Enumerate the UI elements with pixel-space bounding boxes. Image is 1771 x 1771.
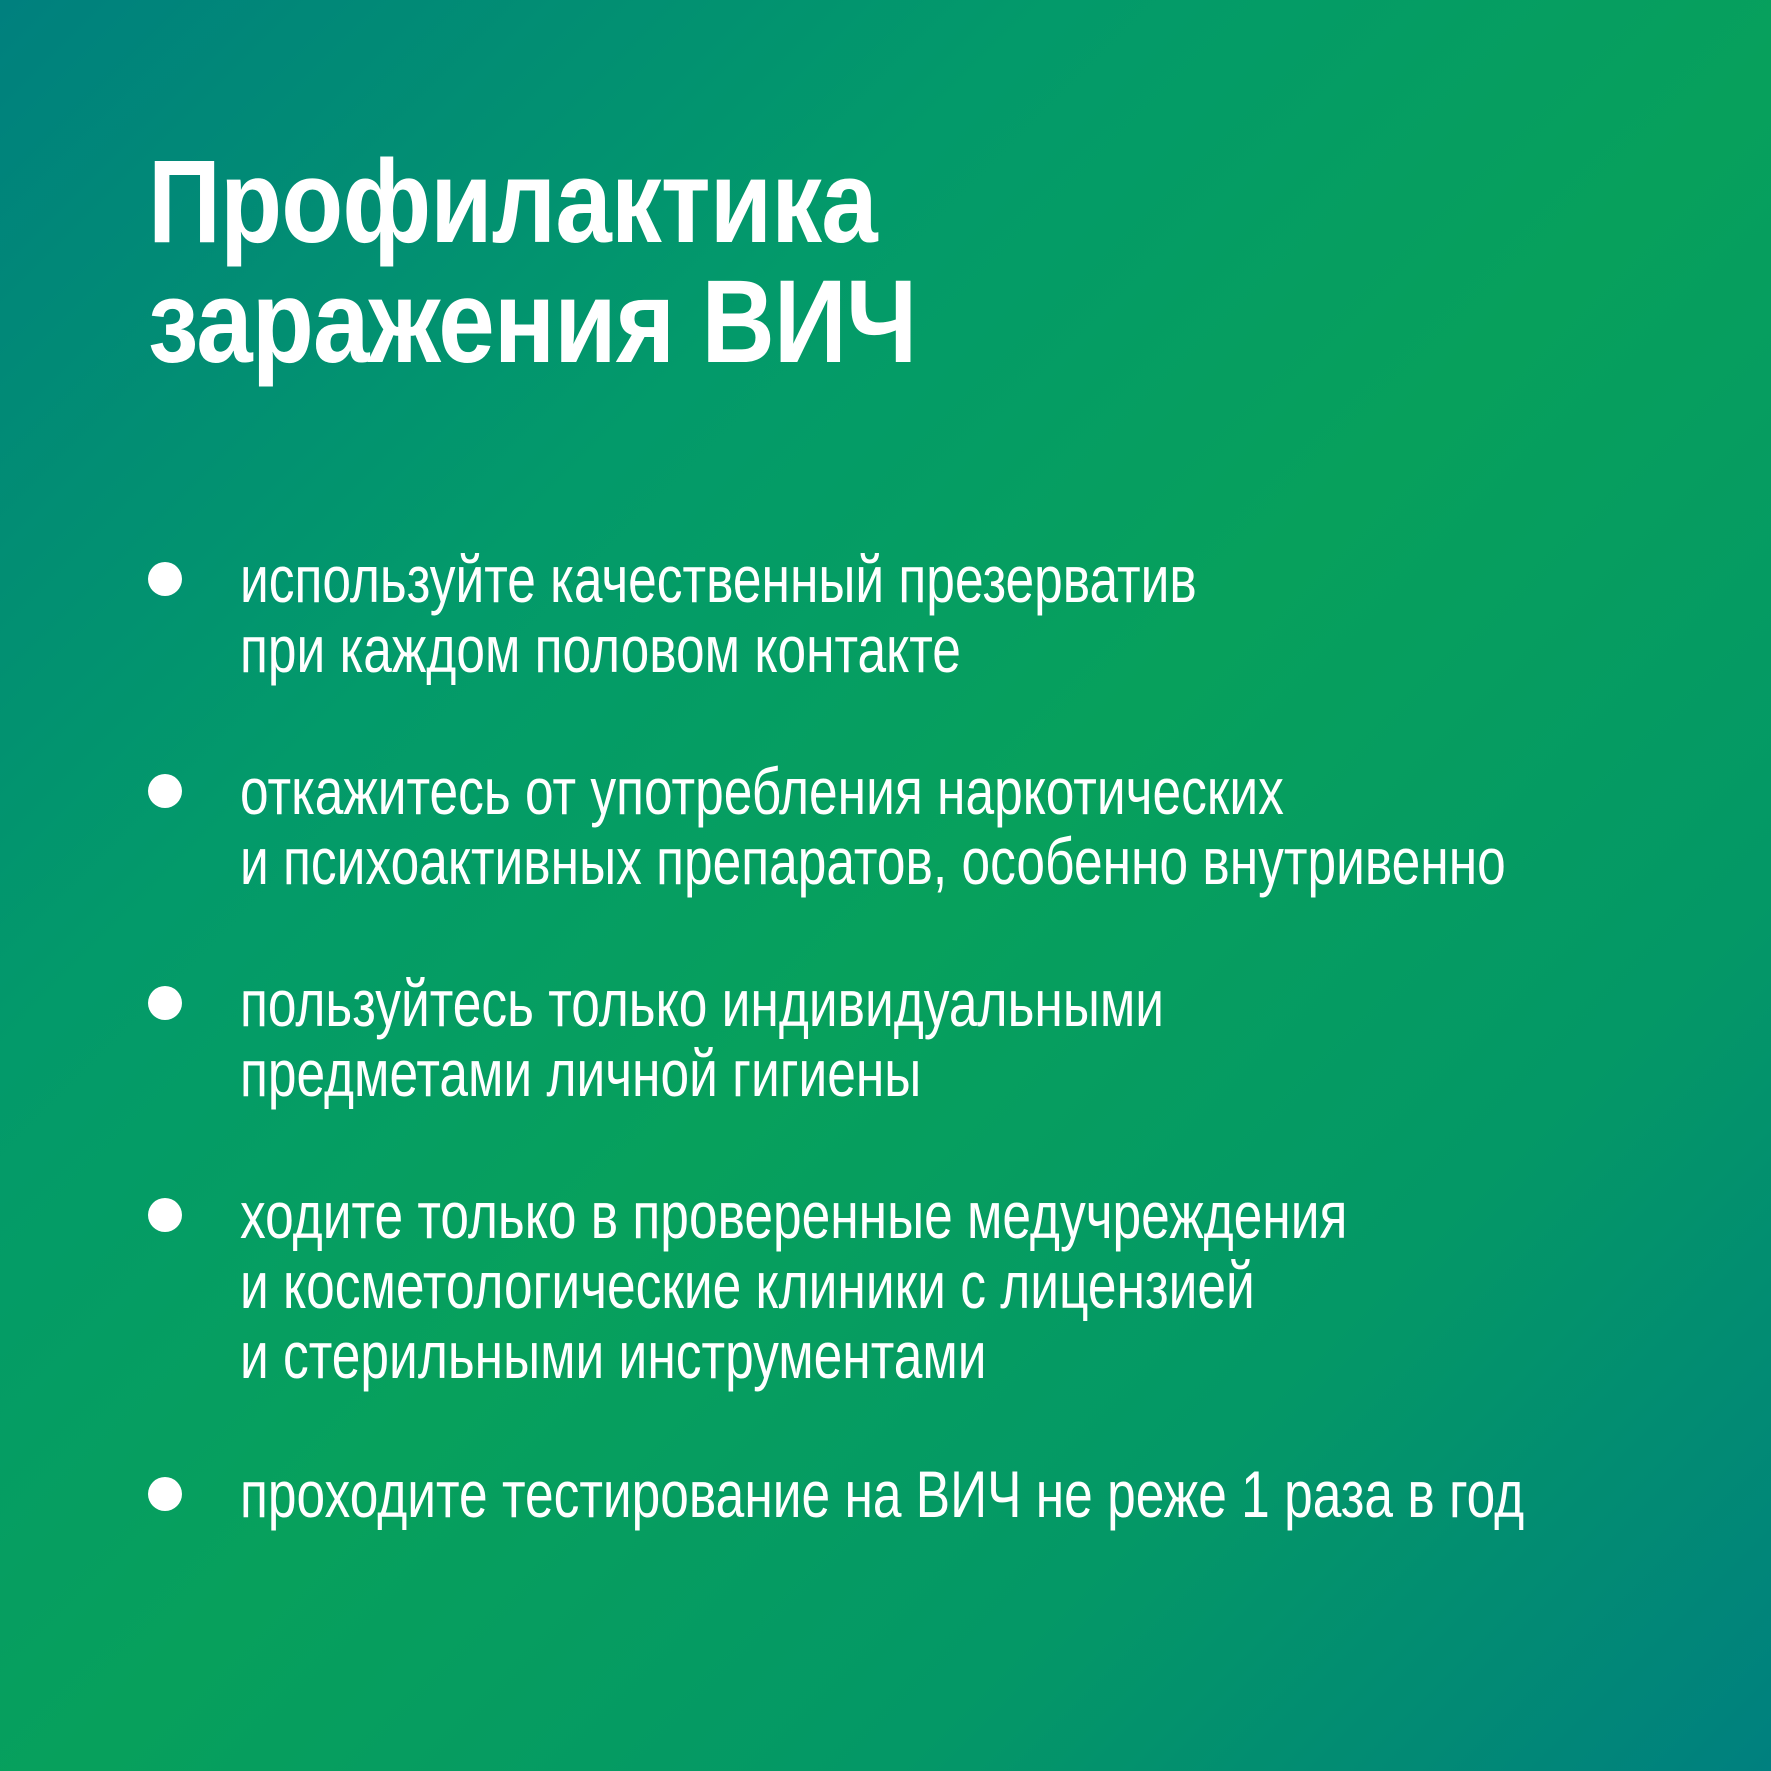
bullet-dot-icon — [148, 562, 182, 596]
list-item-line: и психоактивных препаратов, особенно внутривенно — [240, 824, 1506, 898]
list-item-line: при каждом половом контакте — [240, 612, 961, 686]
list-item-line: используйте качественный презерватив — [240, 542, 1197, 616]
list-item-line: и косметологические клиники с лицензией — [240, 1248, 1255, 1322]
list-item-line: пользуйтесь только индивидуальными — [240, 966, 1165, 1040]
list-item-text — [240, 1180, 1347, 1390]
bullet-dot-icon — [148, 986, 182, 1020]
list-item-line: проходите тестирование на ВИЧ не реже 1 раза в год — [240, 1457, 1525, 1531]
list-item-line: ходите только в проверенные медучреждения — [240, 1178, 1348, 1252]
bullet-dot-icon — [148, 1198, 182, 1232]
list-item-text — [240, 968, 1164, 1108]
list-item-line: предметами личной гигиены — [240, 1036, 922, 1110]
list-item-text — [240, 756, 1506, 896]
title-line-1: Профилактика — [148, 136, 877, 268]
title-line-2: заражения ВИЧ — [148, 256, 917, 388]
list-item-text — [240, 1459, 1524, 1529]
list-item-line: откажитесь от употребления наркотических — [240, 754, 1284, 828]
bullet-dot-icon — [148, 774, 182, 808]
list-item-text — [240, 544, 1197, 684]
list-item-line: и стерильными инструментами — [240, 1318, 987, 1392]
bullet-dot-icon — [148, 1477, 182, 1511]
